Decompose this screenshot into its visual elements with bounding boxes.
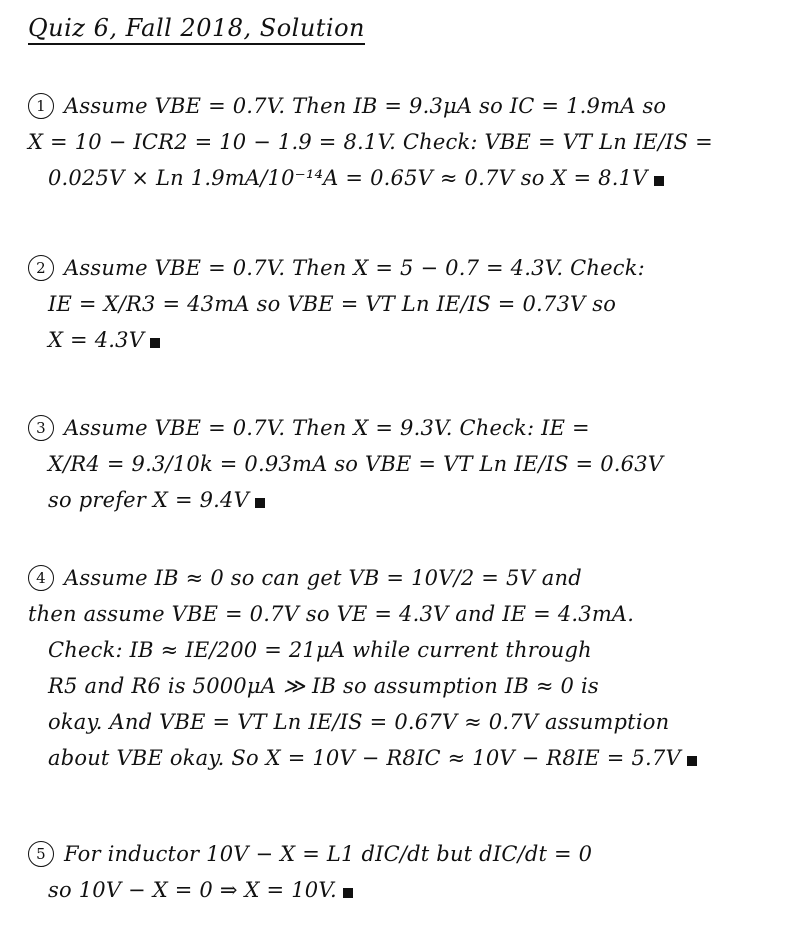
problem-line: 0.025V × Ln 1.9mA/10⁻¹⁴A = 0.65V ≈ 0.7V so X = 8.1V bbox=[28, 160, 768, 196]
problem-line: so 10V − X = 0 ⇒ X = 10V. bbox=[28, 872, 768, 908]
problem-line: 2 Assume VBE = 0.7V. Then X = 5 − 0.7 = 4.3V. Check: bbox=[28, 250, 768, 286]
problem-number: 4 bbox=[28, 565, 54, 591]
problem-5 bbox=[28, 836, 768, 908]
problem-2 bbox=[28, 250, 768, 358]
problem-number: 5 bbox=[28, 841, 54, 867]
problem-line: then assume VBE = 0.7V so VE = 4.3V and IE = 4.3mA. bbox=[28, 602, 635, 626]
problem-line: 3 Assume VBE = 0.7V. Then X = 9.3V. Check: IE = bbox=[28, 410, 768, 446]
problem-line: X = 4.3V bbox=[28, 322, 768, 358]
problem-line: 1 Assume VBE = 0.7V. Then IB = 9.3μA so IC = 1.9mA so bbox=[28, 88, 768, 124]
qed-mark bbox=[687, 756, 697, 766]
problem-number: 1 bbox=[28, 93, 54, 119]
problem-line: X = 10 − ICR2 = 10 − 1.9 = 8.1V. Check: VBE = VT Ln IE/IS = bbox=[28, 130, 713, 154]
problem-number: 3 bbox=[28, 415, 54, 441]
problem-4 bbox=[28, 560, 768, 776]
problem-1 bbox=[28, 88, 768, 196]
problem-line: R5 and R6 is 5000μA ≫ IB so assumption IB ≈ 0 is bbox=[48, 674, 599, 698]
qed-mark bbox=[343, 888, 353, 898]
problem-line: X/R4 = 9.3/10k = 0.93mA so VBE = VT Ln IE/IS = 0.63V bbox=[48, 452, 664, 476]
problem-line: IE = X/R3 = 43mA so VBE = VT Ln IE/IS = 0.73V so bbox=[48, 292, 617, 316]
problem-line: 5 For inductor 10V − X = L1 dIC/dt but dIC/dt = 0 bbox=[28, 836, 768, 872]
problem-number: 2 bbox=[28, 255, 54, 281]
problem-line: about VBE okay. So X = 10V − R8IC ≈ 10V − R8IE = 5.7V bbox=[28, 740, 768, 776]
problem-line: Check: IB ≈ IE/200 = 21μA while current through bbox=[48, 638, 592, 662]
problem-line: okay. And VBE = VT Ln IE/IS = 0.67V ≈ 0.7V assumption bbox=[48, 710, 670, 734]
problem-line: so prefer X = 9.4V bbox=[28, 482, 768, 518]
problem-3 bbox=[28, 410, 768, 518]
qed-mark bbox=[255, 498, 265, 508]
problem-line: 4 Assume IB ≈ 0 so can get VB = 10V/2 = 5V and bbox=[28, 560, 768, 596]
qed-mark bbox=[654, 176, 664, 186]
qed-mark bbox=[150, 338, 160, 348]
page-title: Quiz 6, Fall 2018, Solution bbox=[28, 14, 365, 45]
